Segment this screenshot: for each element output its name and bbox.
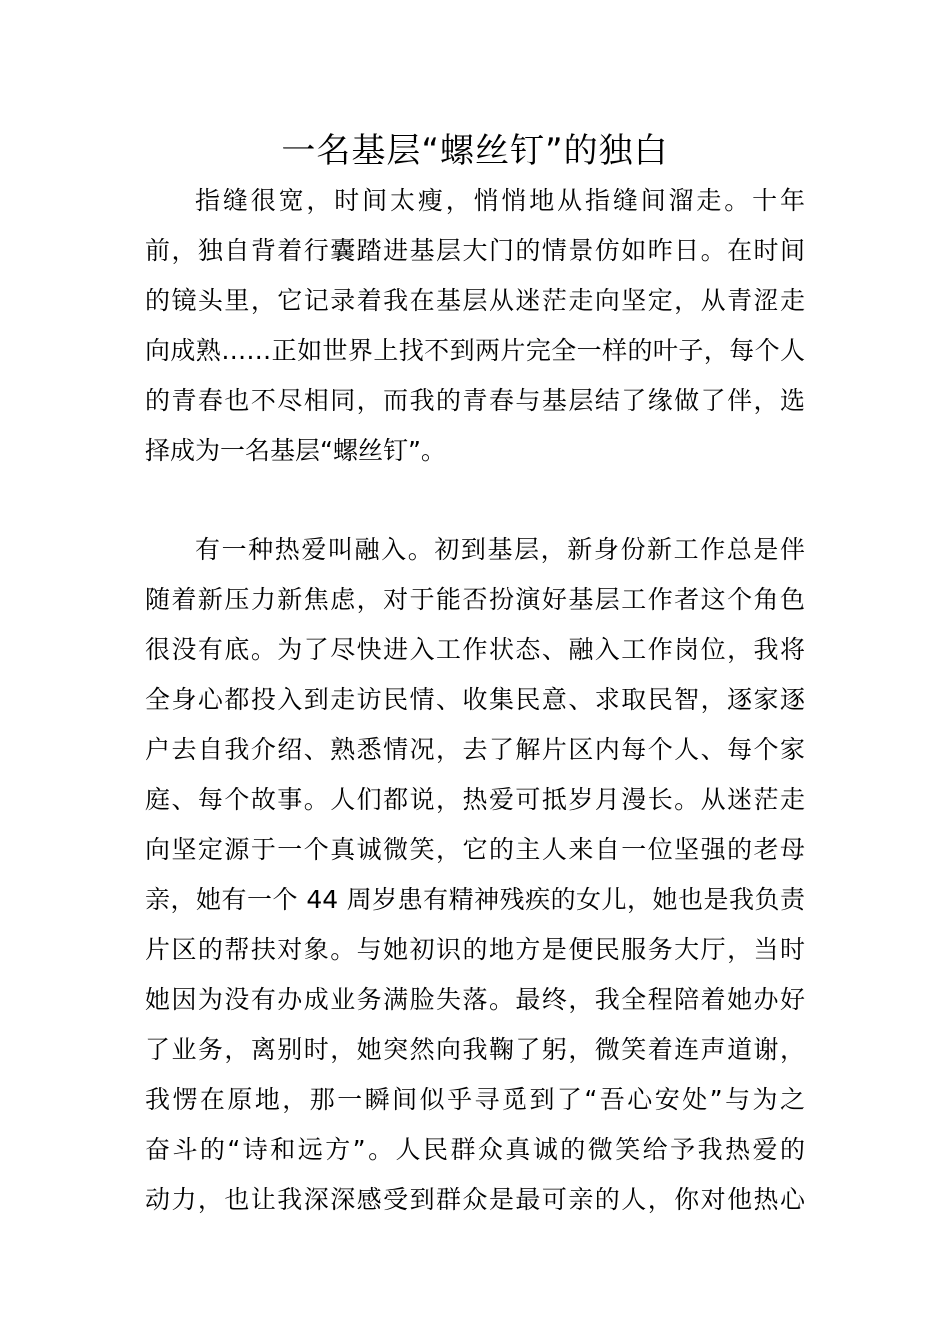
paragraph-line: 户去自我介绍、熟悉情况，去了解片区内每个人、每个家 bbox=[145, 735, 805, 764]
paragraph-line: 的青春也不尽相同，而我的青春与基层结了缘做了伴，选 bbox=[145, 386, 805, 415]
paragraph-line: 有一种热爱叫融入。初到基层，新身份新工作总是伴 bbox=[195, 535, 805, 564]
paragraph-line: 指缝很宽，时间太瘦，悄悄地从指缝间溜走。十年 bbox=[195, 186, 805, 215]
paragraph-line: 前，独自背着行囊踏进基层大门的情景仿如昨日。在时间 bbox=[145, 236, 805, 265]
paragraph-2 bbox=[145, 525, 805, 1225]
paragraph-line: 向成熟……正如世界上找不到两片完全一样的叶子，每个人 bbox=[145, 336, 805, 365]
paragraph-line: 片区的帮扶对象。与她初识的地方是便民服务大厅，当时 bbox=[145, 935, 805, 964]
paragraph-line: 亲，她有一个 44 周岁患有精神残疾的女儿，她也是我负责 bbox=[145, 885, 805, 914]
paragraph-line: 全身心都投入到走访民情、收集民意、求取民智，逐家逐 bbox=[145, 685, 805, 714]
paragraph-line: 的镜头里，它记录着我在基层从迷茫走向坚定，从青涩走 bbox=[145, 286, 805, 315]
paragraph-line: 庭、每个故事。人们都说，热爱可抵岁月漫长。从迷茫走 bbox=[145, 785, 805, 814]
paragraph-line: 她因为没有办成业务满脸失落。最终，我全程陪着她办好 bbox=[145, 985, 805, 1014]
paragraph-line: 了业务，离别时，她突然向我鞠了躬，微笑着连声道谢， bbox=[145, 1035, 805, 1064]
paragraph-1 bbox=[145, 176, 805, 476]
paragraph-line: 我愣在原地，那一瞬间似乎寻觅到了“吾心安处”与为之 bbox=[145, 1085, 805, 1114]
paragraph-line: 奋斗的“诗和远方”。人民群众真诚的微笑给予我热爱的 bbox=[145, 1135, 805, 1164]
document-title: 一名基层“螺丝钉”的独白 bbox=[281, 131, 669, 171]
paragraph-line: 向坚定源于一个真诚微笑，它的主人来自一位坚强的老母 bbox=[145, 835, 805, 864]
paragraph-line: 随着新压力新焦虑，对于能否扮演好基层工作者这个角色 bbox=[145, 585, 805, 614]
paragraph-line: 动力，也让我深深感受到群众是最可亲的人，你对他热心 bbox=[145, 1185, 805, 1214]
paragraph-line: 很没有底。为了尽快进入工作状态、融入工作岗位，我将 bbox=[145, 635, 805, 664]
paragraph-line: 择成为一名基层“螺丝钉”。 bbox=[145, 436, 446, 465]
